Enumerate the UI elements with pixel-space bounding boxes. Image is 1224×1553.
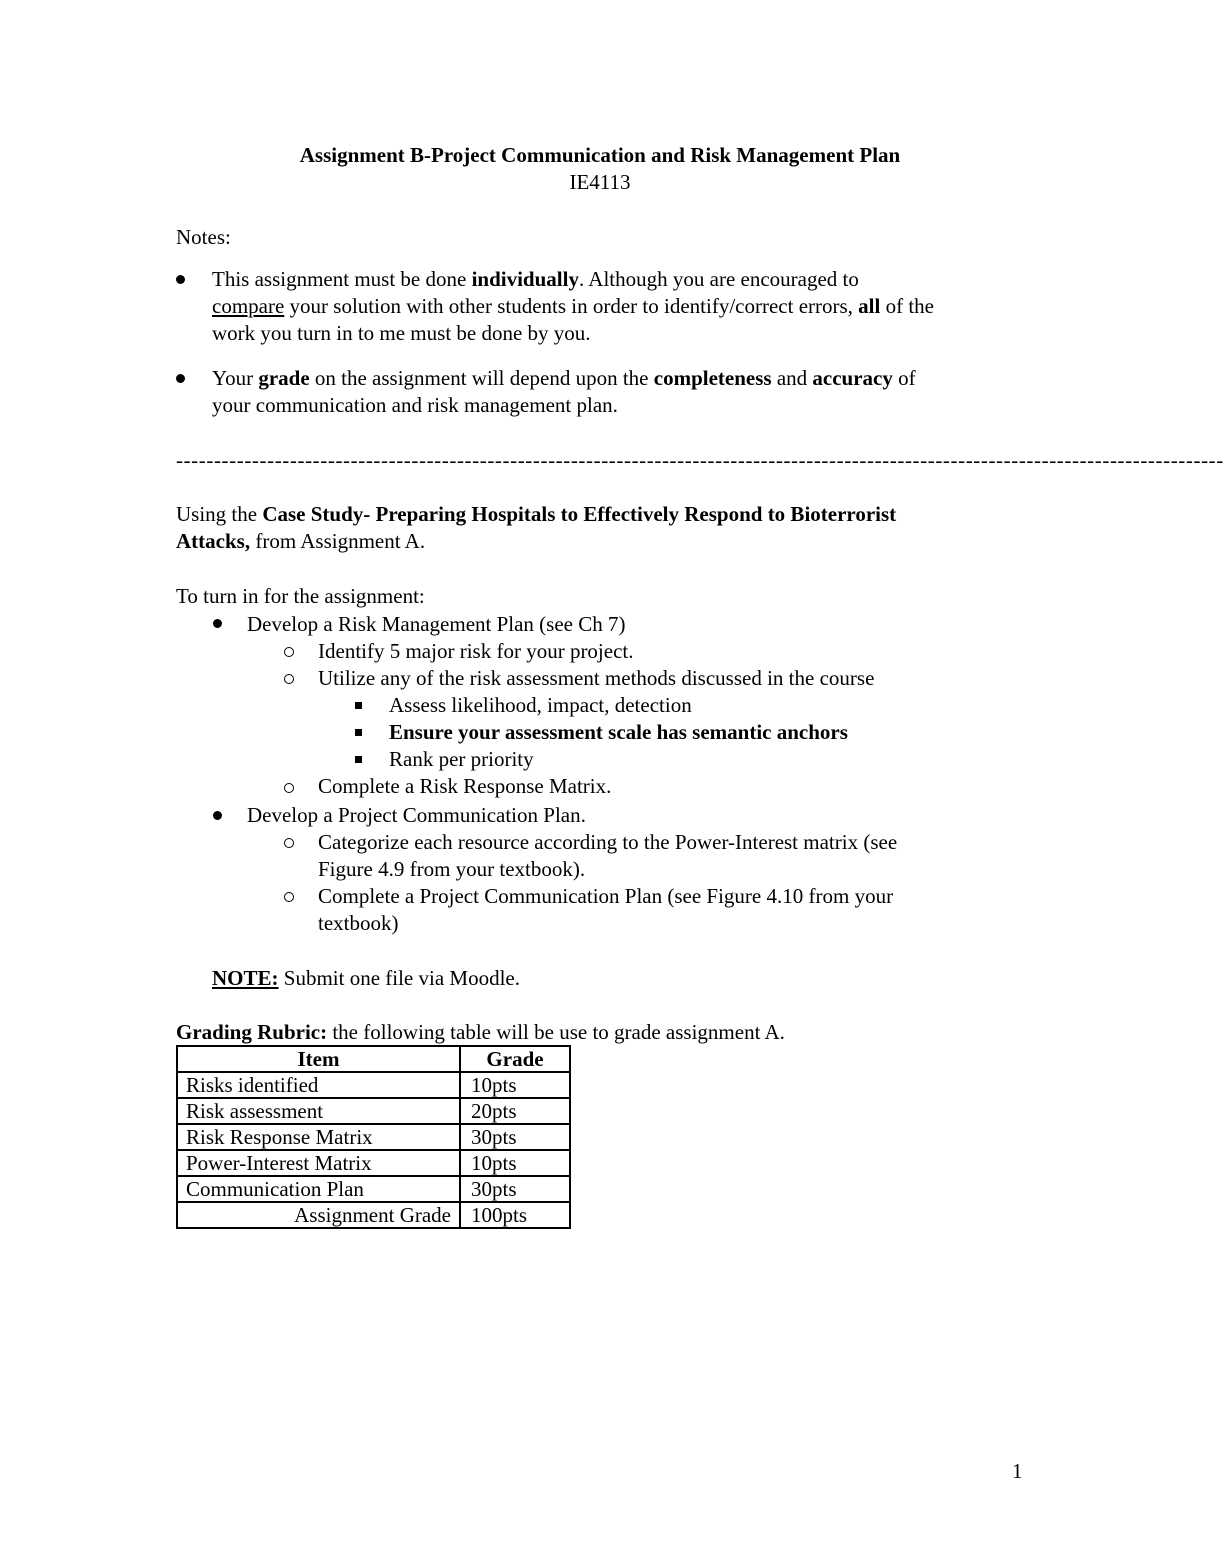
square-bullet-icon: [355, 729, 362, 736]
turn-in-subitem: Utilize any of the risk assessment methods discussed in the course: [318, 666, 875, 690]
notes-bullet1-line2: compare your solution with other students in order to identify/correct errors, all of the: [212, 294, 934, 318]
circle-bullet-icon: [284, 892, 294, 902]
turn-in-subitem-cont: Figure 4.9 from your textbook).: [318, 857, 586, 881]
notes-bullet2-line1: Your grade on the assignment will depend upon the completeness and accuracy of: [212, 366, 916, 390]
bullet-icon: [213, 811, 222, 820]
turn-in-item-risk-plan: Develop a Risk Management Plan (see Ch 7): [247, 612, 626, 636]
document-title: Assignment B-Project Communication and Risk Management Plan: [299, 143, 901, 167]
submission-note: NOTE: Submit one file via Moodle.: [212, 966, 520, 990]
table-row: [177, 1098, 570, 1124]
turn-in-subsubitem: Rank per priority: [389, 747, 534, 771]
turn-in-subitem: Complete a Project Communication Plan (see Figure 4.10 from your: [318, 884, 894, 908]
table-row: [177, 1124, 570, 1150]
column-header-item: Item: [177, 1046, 460, 1072]
square-bullet-icon: [355, 756, 362, 763]
turn-in-label: To turn in for the assignment:: [176, 584, 425, 608]
rubric-item: Communication Plan: [177, 1176, 460, 1202]
rubric-grade: 10pts: [460, 1150, 570, 1176]
case-study-line2: Attacks, from Assignment A.: [176, 529, 426, 553]
case-study-line1: Using the Case Study- Preparing Hospitals to Effectively Respond to Bioterrorist: [176, 502, 897, 526]
rubric-grade: 30pts: [460, 1176, 570, 1202]
turn-in-subitem: Complete a Risk Response Matrix.: [318, 774, 612, 798]
notes-bullet2-line2: your communication and risk management plan.: [212, 393, 618, 417]
rubric-grade: 10pts: [460, 1072, 570, 1098]
course-code: IE4113: [569, 170, 631, 194]
table-total-row: [177, 1202, 570, 1228]
notes-bullet1-line3: work you turn in to me must be done by you.: [212, 321, 591, 345]
table-row: [177, 1072, 570, 1098]
rubric-item: Power-Interest Matrix: [177, 1150, 460, 1176]
circle-bullet-icon: [284, 674, 294, 684]
notes-label: Notes:: [176, 225, 231, 249]
rubric-item: Risk assessment: [177, 1098, 460, 1124]
circle-bullet-icon: [284, 647, 294, 657]
turn-in-subitem: Identify 5 major risk for your project.: [318, 639, 634, 663]
rubric-total-grade: 100pts: [460, 1202, 570, 1228]
bullet-icon: [213, 619, 222, 628]
bullet-icon: [176, 275, 185, 284]
table-header-row: [177, 1046, 570, 1072]
turn-in-subsubitem: Assess likelihood, impact, detection: [389, 693, 692, 717]
rubric-grade: 30pts: [460, 1124, 570, 1150]
turn-in-subitem-cont: textbook): [318, 911, 399, 935]
turn-in-subsubitem: Ensure your assessment scale has semantic anchors: [389, 720, 848, 744]
table-row: [177, 1150, 570, 1176]
table-row: [177, 1176, 570, 1202]
grading-rubric-table: [176, 1045, 571, 1229]
circle-bullet-icon: [284, 783, 294, 793]
bullet-icon: [176, 374, 185, 383]
rubric-item: Risk Response Matrix: [177, 1124, 460, 1150]
square-bullet-icon: [355, 702, 362, 709]
column-header-grade: Grade: [460, 1046, 570, 1072]
turn-in-item-communication-plan: Develop a Project Communication Plan.: [247, 803, 586, 827]
rubric-label: Grading Rubric: the following table will be use to grade assignment A.: [176, 1020, 785, 1044]
circle-bullet-icon: [284, 838, 294, 848]
page-number: 1: [1012, 1459, 1023, 1483]
notes-bullet1-line1: This assignment must be done individually. Although you are encouraged to: [212, 267, 859, 291]
rubric-total-label: Assignment Grade: [177, 1202, 460, 1228]
rubric-item: Risks identified: [177, 1072, 460, 1098]
rubric-grade: 20pts: [460, 1098, 570, 1124]
turn-in-subitem: Categorize each resource according to the Power-Interest matrix (see: [318, 830, 898, 854]
dashed-separator: ------------------------------------------------------------------------------------------------------------------------------------------: [176, 448, 1224, 472]
